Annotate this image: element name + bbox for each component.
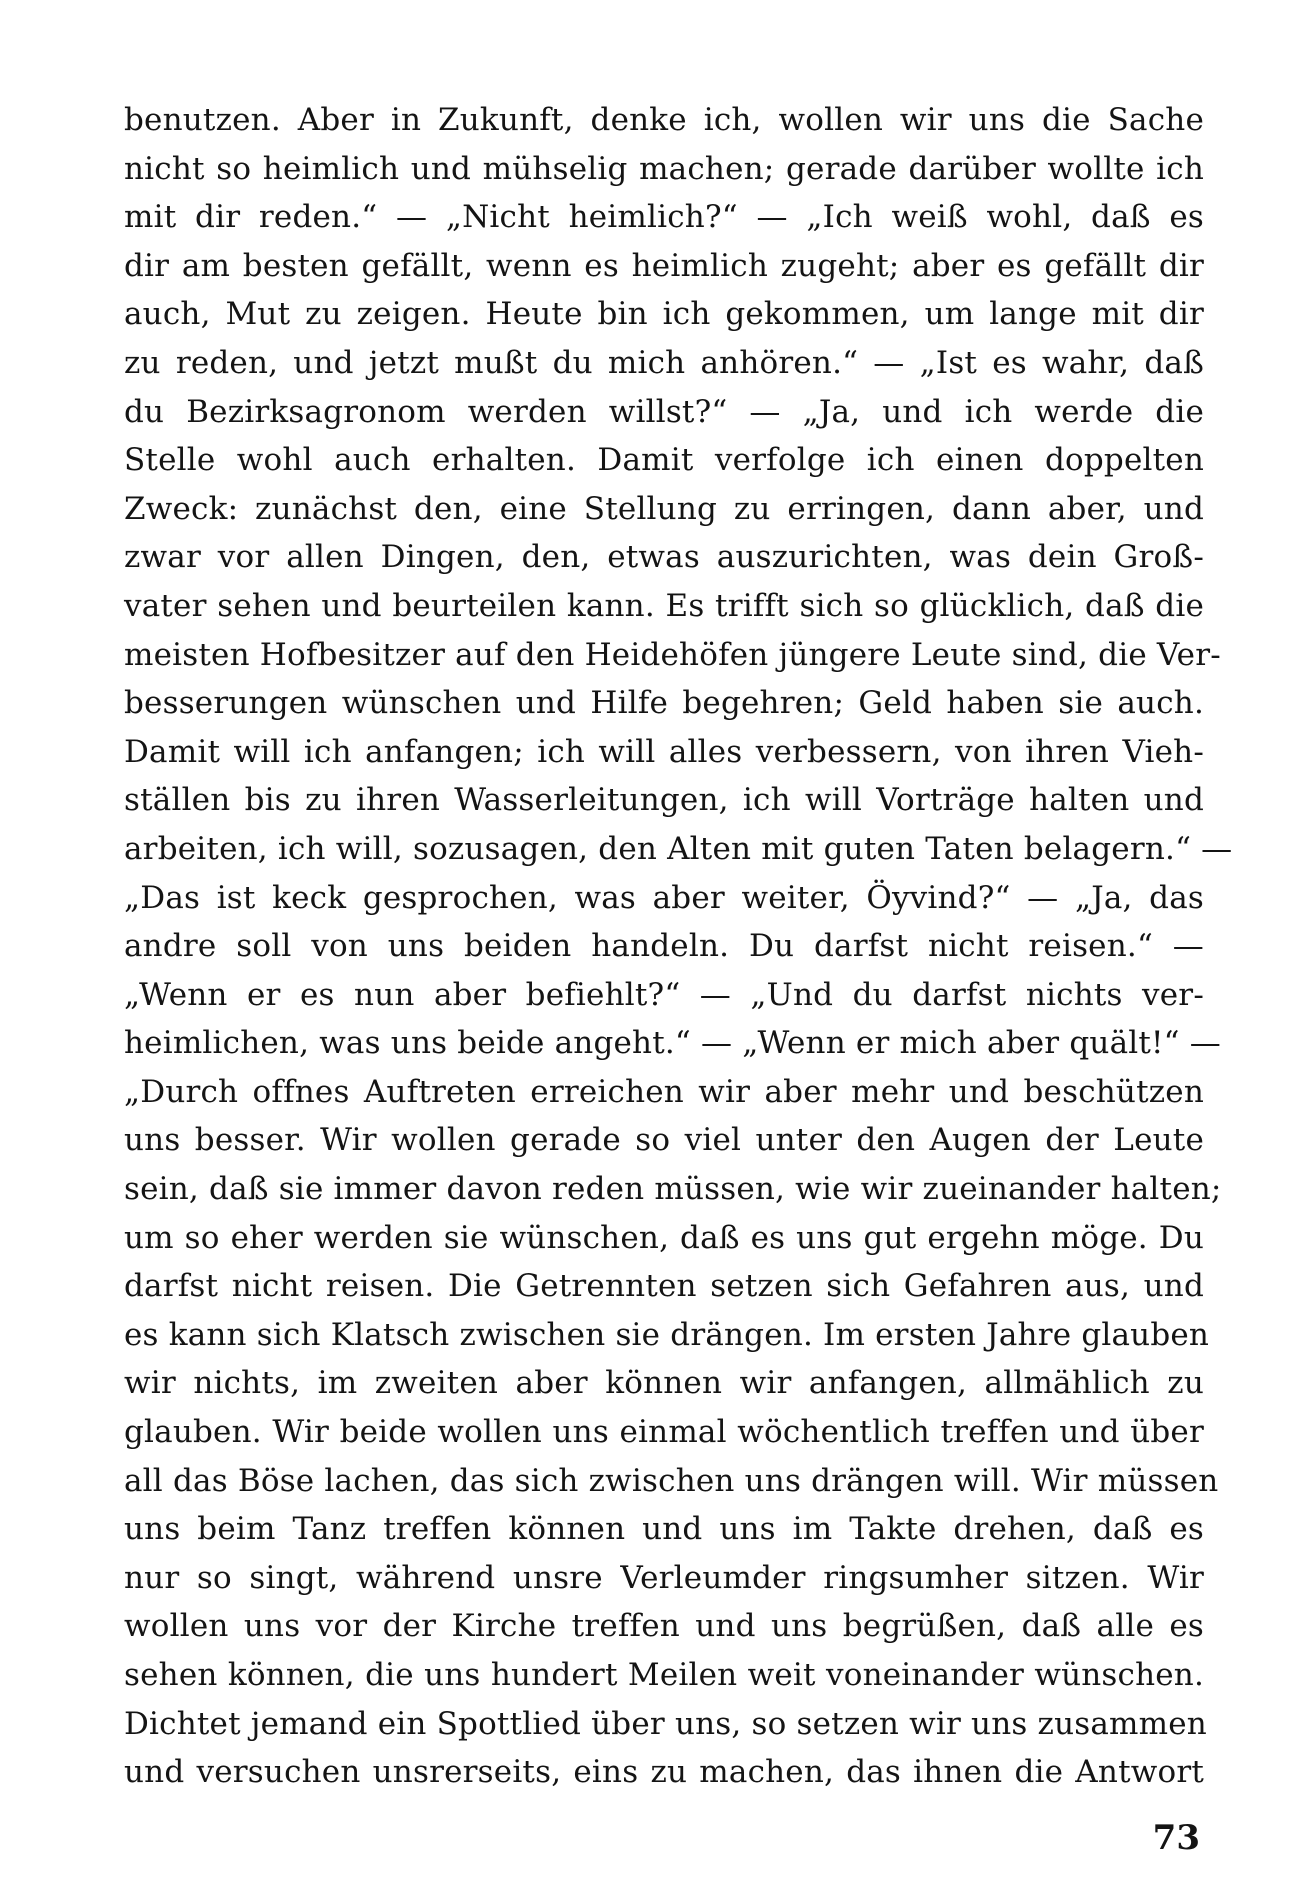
page-number: 73 [1152,1818,1200,1858]
text-line: Damit will ich anfangen; ich will alles verbessern, von ihren Vieh- [124,733,1204,770]
text-line: nur so singt, während unsre Verleumder ringsumher sitzen. Wir [124,1559,1204,1596]
text-line: mit dir reden.“ — „Nicht heimlich?“ — „Ich weiß wohl, daß es [124,199,1204,236]
text-line: zwar vor allen Dingen, den, etwas auszurichten, was dein Groß- [124,539,1204,576]
text-line: uns beim Tanz treffen können und uns im Takte drehen, daß es [124,1511,1204,1548]
text-line: du Bezirksagronom werden willst?“ — „Ja, und ich werde die [124,393,1204,430]
text-line: arbeiten, ich will, sozusagen, den Alten mit guten Taten belagern.“ — [124,830,1233,867]
text-line: andre soll von uns beiden handeln. Du darfst nicht reisen.“ — [124,928,1204,965]
text-line: wir nichts, im zweiten aber können wir anfangen, allmählich zu [124,1365,1204,1402]
text-line: sehen können, die uns hundert Meilen weit voneinander wünschen. [124,1657,1204,1693]
text-line: Zweck: zunächst den, eine Stellung zu erringen, dann aber, und [124,490,1204,527]
text-line: heimlichen, was uns beide angeht.“ — „Wenn er mich aber quält!“ — [124,1025,1221,1062]
text-line: all das Böse lachen, das sich zwischen uns drängen will. Wir müssen [124,1462,1219,1499]
text-line: nicht so heimlich und mühselig machen; gerade darüber wollte ich [124,150,1204,187]
text-line: meisten Hofbesitzer auf den Heidehöfen jüngere Leute sind, die Ver- [124,636,1221,673]
text-line: und versuchen unsrerseits, eins zu machen, das ihnen die Antwort [124,1754,1204,1791]
text-line: wollen uns vor der Kirche treffen und uns begrüßen, daß alle es [124,1608,1204,1645]
text-line: „Durch offnes Auftreten erreichen wir aber mehr und beschützen [124,1073,1204,1110]
text-line: „Das ist keck gesprochen, was aber weiter, Öyvind?“ — „Ja, das [124,879,1204,916]
text-line: glauben. Wir beide wollen uns einmal wöchentlich treffen und über [124,1414,1204,1451]
text-line: auch, Mut zu zeigen. Heute bin ich gekommen, um lange mit dir [124,296,1204,333]
text-line: darfst nicht reisen. Die Getrennten setzen sich Gefahren aus, und [124,1268,1204,1305]
body-text [124,96,1233,1797]
text-line: zu reden, und jetzt mußt du mich anhören.“ — „Ist es wahr, daß [124,344,1204,381]
text-line: sein, daß sie immer davon reden müssen, wie wir zueinander halten; [124,1171,1222,1208]
text-line: um so eher werden sie wünschen, daß es uns gut ergehn möge. Du [124,1219,1204,1256]
text-line: es kann sich Klatsch zwischen sie drängen. Im ersten Jahre glauben [124,1316,1210,1353]
text-line: Dichtet jemand ein Spottlied über uns, so setzen wir uns zusammen [124,1705,1207,1742]
text-line: besserungen wünschen und Hilfe begehren; Geld haben sie auch. [124,685,1204,722]
text-line: ställen bis zu ihren Wasserleitungen, ich will Vorträge halten und [124,782,1204,819]
text-line: „Wenn er es nun aber befiehlt?“ — „Und du darfst nichts ver- [124,976,1204,1013]
text-line: vater sehen und beurteilen kann. Es trifft sich so glücklich, daß die [124,587,1204,624]
text-line: uns besser. Wir wollen gerade so viel unter den Augen der Leute [124,1122,1204,1159]
text-line: Stelle wohl auch erhalten. Damit verfolge ich einen doppelten [124,442,1204,479]
text-line: dir am besten gefällt, wenn es heimlich zugeht; aber es gefällt dir [124,247,1204,284]
text-line: benutzen. Aber in Zukunft, denke ich, wollen wir uns die Sache [124,102,1204,138]
